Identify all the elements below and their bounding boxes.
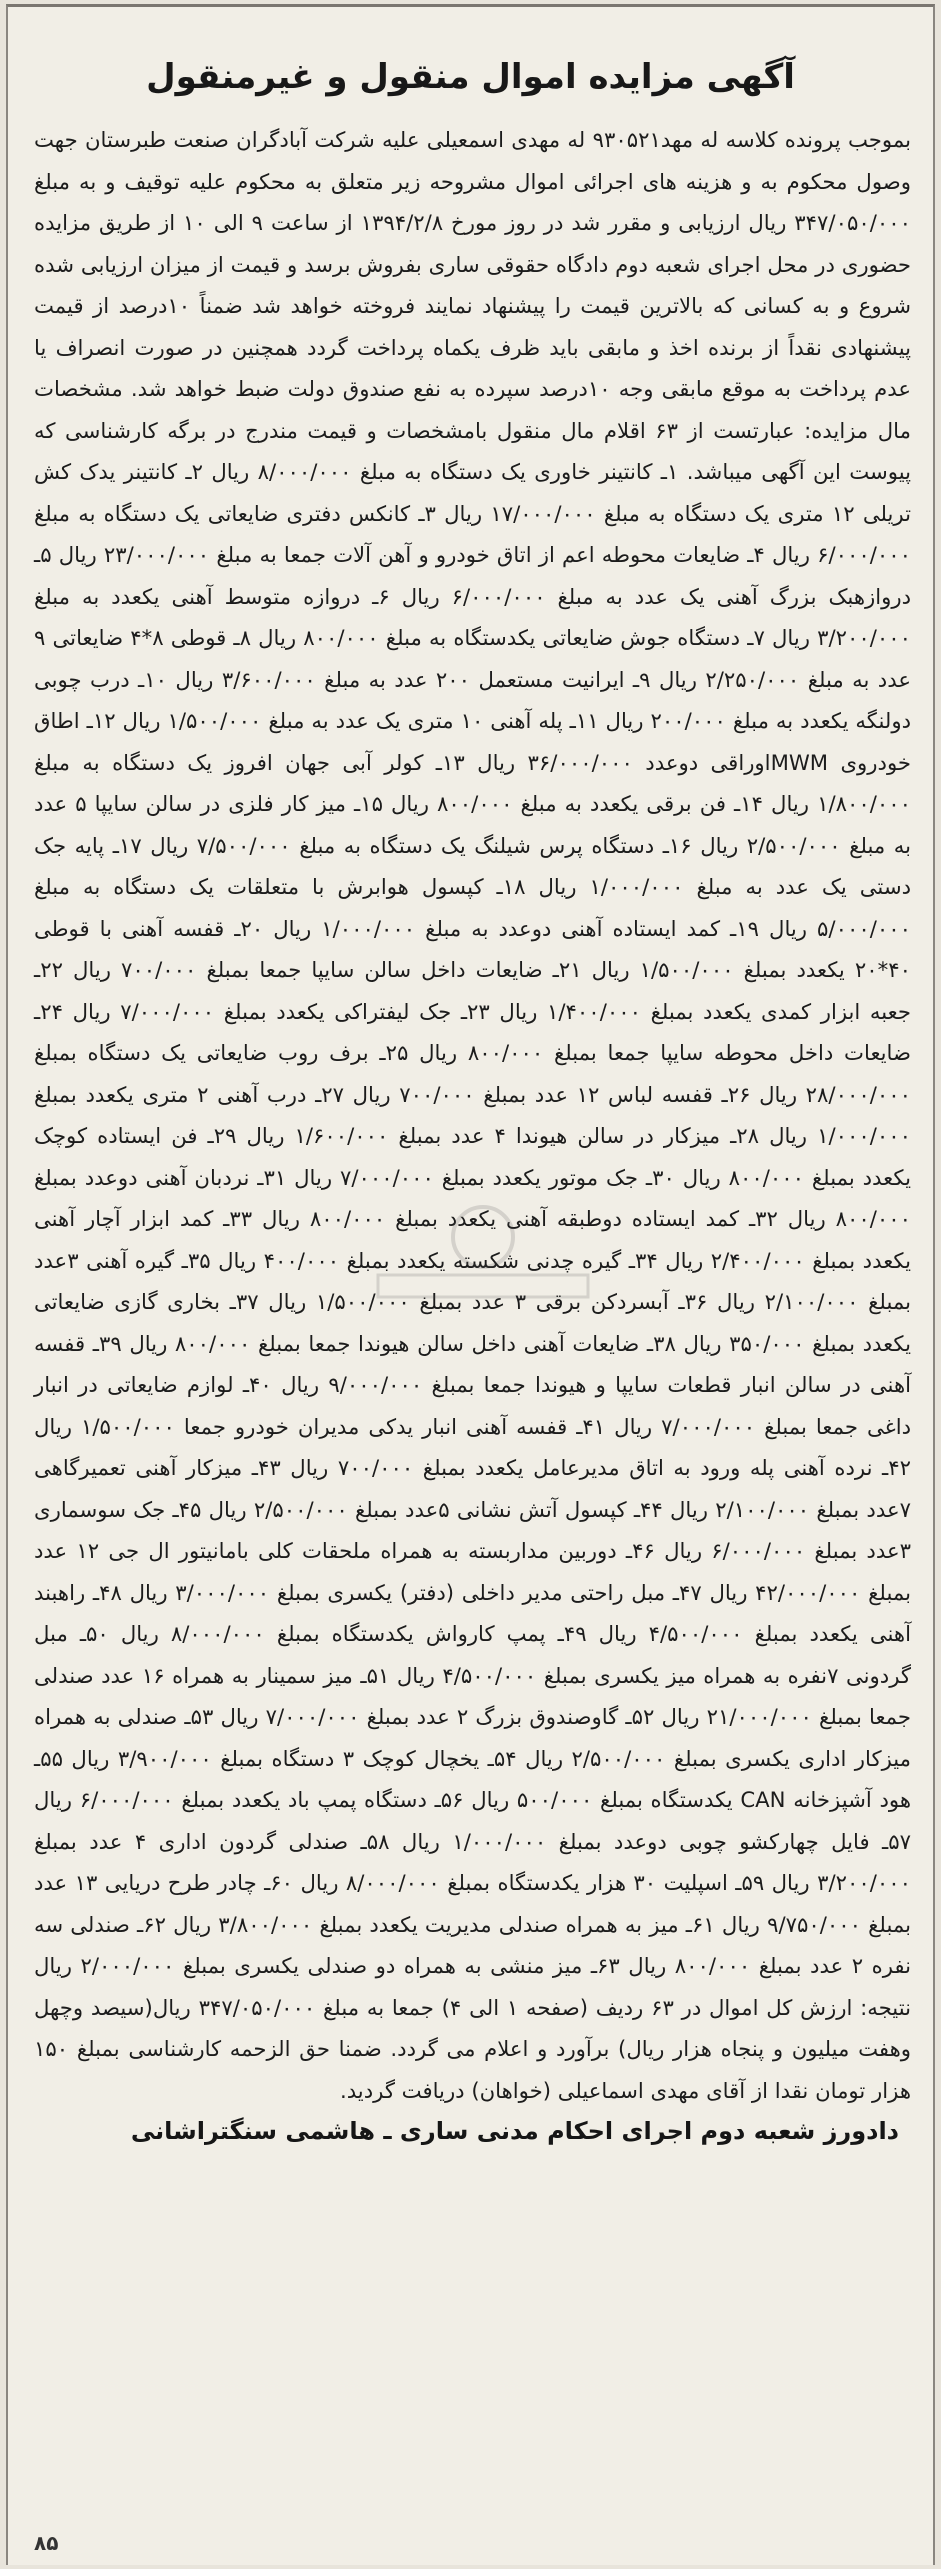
page-number: ۸۵ (34, 2531, 59, 2555)
notice-title: آگهی مزایده اموال منقول و غیرمنقول (146, 57, 795, 97)
notice-body: بموجب پرونده کلاسه له مهد۹۳۰۵۲۱ له مهدی اسمعیلی علیه شرکت آبادگران صنعت طبرستان جهت وصول محکوم به و هزینه های اجرائی اموال مشروحه زیر متعلق به محکوم علیه توقیف و به مبلغ ۳۴۷/۰۵۰/۰۰۰ ریال ارزیابی و مقرر شد در روز مورخ ۱۳۹۴/۲/۸ از ساعت ۹ الی ۱۰ از طریق مزایده حضوری در محل اجرای شعبه دوم دادگاه حقوقی ساری بفروش برسد و قیمت از میزان ارزیابی شده شروع و به کسانی که بالاترین قیمت را پیشنهاد نمایند فروخته خواهد شد ضمناً ۱۰درصد از قیمت پیشنهادی نقداً از برنده اخذ و مابقی باید ظرف یکماه پرداخت گردد همچنین در صورت انصراف یا عدم پرداخت به موقع مابقی وجه ۱۰درصد سپرده به نفع صندوق دولت ضبط خواهد شد. مشخصات مال مزایده: عبارتست از ۶۳ اقلام مال منقول بامشخصات و قیمت مندرج در برگه کارشناسی که پیوست این آگهی میباشد. ۱ـ کانتینر خاوری یک دستگاه به مبلغ ۸/۰۰۰/۰۰۰ ریال ۲ـ کانتینر یدک کش تریلی ۱۲ متری یک دستگاه به مبلغ ۱۷/۰۰۰/۰۰۰ ریال ۳ـ کانکس دفتری ضایعاتی یک دستگاه به مبلغ ۶/۰۰۰/۰۰۰ ریال ۴ـ ضایعات محوطه اعم از اتاق خودرو و آهن آلات جمعا به مبلغ ۲۳/۰۰۰/۰۰۰ ریال ۵ـ دروازهبک بزرگ آهنی یک عدد به مبلغ ۶/۰۰۰/۰۰۰ ریال ۶ـ دروازه متوسط آهنی یکعدد به مبلغ ۳/۲۰۰/۰۰۰ ریال ۷ـ دستگاه جوش ضایعاتی یکدستگاه به مبلغ ۸۰۰/۰۰۰ ریال ۸ـ قوطی ۸*۴ ضایعاتی ۹ عدد به مبلغ ۲/۲۵۰/۰۰۰ ریال ۹ـ ایرانیت مستعمل ۲۰۰ عدد به مبلغ ۳/۶۰۰/۰۰۰ ریال ۱۰ـ درب چوبی دولنگه یکعدد به مبلغ ۲۰۰/۰۰۰ ریال ۱۱ـ پله آهنی ۱۰ متری یک عدد به مبلغ ۱/۵۰۰/۰۰۰ ریال ۱۲ـ اطاق خودروی MWMاوراقی دوعدد ۳۶/۰۰۰/۰۰۰ ریال ۱۳ـ کولر آبی جهان افروز یک دستگاه به مبلغ ۱/۸۰۰/۰۰۰ ریال ۱۴ـ فن برقی یکعدد به مبلغ ۸۰۰/۰۰۰ ریال ۱۵ـ میز کار فلزی در سالن سایپا ۵ عدد به مبلغ ۲/۵۰۰/۰۰۰ ریال ۱۶ـ دستگاه پرس شیلنگ یک دستگاه به مبلغ ۷/۵۰۰/۰۰۰ ریال ۱۷ـ پایه جک دستی یک عدد به مبلغ ۱/۰۰۰/۰۰۰ ریال ۱۸ـ کپسول هوابرش با متعلقات یک دستگاه به مبلغ ۵/۰۰۰/۰۰۰ ریال ۱۹ـ کمد ایستاده آهنی دوعدد به مبلغ ۱/۰۰۰/۰۰۰ ریال ۲۰ـ قفسه آهنی با قوطی ۴۰*۲۰ یکعدد بمبلغ ۱/۵۰۰/۰۰۰ ریال ۲۱ـ ضایعات داخل سالن سایپا جمعا بمبلغ ۷۰۰/۰۰۰ ریال ۲۲ـ جعبه ابزار کمدی یکعدد بمبلغ ۱/۴۰۰/۰۰۰ ریال ۲۳ـ جک لیفتراکی یکعدد بمبلغ ۷/۰۰۰/۰۰۰ ریال ۲۴ـ ضایعات داخل محوطه سایپا جمعا بمبلغ ۸۰۰/۰۰۰ ریال ۲۵ـ برف روب ضایعاتی یک دستگاه بمبلغ ۲۸/۰۰۰/۰۰۰ ریال ۲۶ـ قفسه لباس ۱۲ عدد بمبلغ ۷۰۰/۰۰۰ ریال ۲۷ـ درب آهنی ۲ متری یکعدد بمبلغ ۱/۰۰۰/۰۰۰ ریال ۲۸ـ میزکار در سالن هیوندا ۴ عدد بمبلغ ۱/۶۰۰/۰۰۰ ریال ۲۹ـ فن ایستاده کوچک یکعدد بمبلغ ۸۰۰/۰۰۰ ریال ۳۰ـ جک موتور یکعدد بمبلغ ۷/۰۰۰/۰۰۰ ریال ۳۱ـ نردبان آهنی دوعدد بمبلغ ۸۰۰/۰۰۰ ریال ۳۲ـ کمد ایستاده دوطبقه آهنی یکعدد بمبلغ ۸۰۰/۰۰۰ ریال ۳۳ـ کمد ابزار آچار آهنی یکعدد بمبلغ ۲/۴۰۰/۰۰۰ ریال ۳۴ـ گیره چدنی شکسته یکعدد بمبلغ ۴۰۰/۰۰۰ ریال ۳۵ـ گیره آهنی ۳عدد بمبلغ ۲/۱۰۰/۰۰۰ ریال ۳۶ـ آبسردکن برقی ۳ عدد بمبلغ ۱/۵۰۰/۰۰۰ ریال ۳۷ـ بخاری گازی ضایعاتی یکعدد بمبلغ ۳۵۰/۰۰۰ ریال ۳۸ـ ضایعات آهنی داخل سالن هیوندا جمعا بمبلغ ۸۰۰/۰۰۰ ریال ۳۹ـ قفسه آهنی در سالن انبار قطعات سایپا و هیوندا جمعا بمبلغ ۹/۰۰۰/۰۰۰ ریال ۴۰ـ لوازم ضایعاتی در انبار داغی جمعا بمبلغ ۷/۰۰۰/۰۰۰ ریال ۴۱ـ قفسه آهنی انبار یدکی مدیران خودرو جمعا ۱/۵۰۰/۰۰۰ ریال ۴۲ـ نرده آهنی پله ورود به اتاق مدیرعامل یکعدد بمبلغ ۷۰۰/۰۰۰ ریال ۴۳ـ میزکار آهنی تعمیرگاهی ۷عدد بمبلغ ۲/۱۰۰/۰۰۰ ریال ۴۴ـ کپسول آتش نشانی ۵عدد بمبلغ ۲/۵۰۰/۰۰۰ ریال ۴۵ـ جک سوسماری ۳عدد بمبلغ ۶/۰۰۰/۰۰۰ ریال ۴۶ـ دوربین مداربسته به همراه ملحقات کلی بامانیتور ال جی ۱۲ عدد بمبلغ ۴۲/۰۰۰/۰۰۰ ریال ۴۷ـ مبل راحتی مدیر داخلی (دفتر) یکسری بمبلغ ۳/۰۰۰/۰۰۰ ریال ۴۸ـ راهبند آهنی یکعدد بمبلغ ۴/۵۰۰/۰۰۰ ریال ۴۹ـ پمپ کارواش یکدستگاه بمبلغ ۸/۰۰۰/۰۰۰ ریال ۵۰ـ مبل گردونی ۷نفره به همراه میز یکسری بمبلغ ۴/۵۰۰/۰۰۰ ریال ۵۱ـ میز سمینار به همراه ۱۶ عدد صندلی جمعا بمبلغ ۲۱/۰۰۰/۰۰۰ ریال ۵۲ـ گاوصندوق بزرگ ۲ عدد بمبلغ ۷/۰۰۰/۰۰۰ ریال ۵۳ـ صندلی به همراه میزکار اداری یکسری بمبلغ ۲/۵۰۰/۰۰۰ ریال ۵۴ـ یخچال کوچک ۳ دستگاه بمبلغ ۳/۹۰۰/۰۰۰ ریال ۵۵ـ هود آشپزخانه CAN یکدستگاه بمبلغ ۵۰۰/۰۰۰ ریال ۵۶ـ دستگاه پمپ باد یکعدد بمبلغ ۶/۰۰۰/۰۰۰ ریال ۵۷ـ فایل چهارکشو چوبی دوعدد بمبلغ ۱/۰۰۰/۰۰۰ ریال ۵۸ـ صندلی گردون اداری ۴ عدد بمبلغ ۳/۲۰۰/۰۰۰ ریال ۵۹ـ اسپلیت ۳۰ هزار یکدستگاه بمبلغ ۸/۰۰۰/۰۰۰ ریال ۶۰ـ چادر طرح دریایی ۱۳ عدد بمبلغ ۹/۷۵۰/۰۰۰ ریال ۶۱ـ میز به همراه صندلی مدیریت یکعدد بمبلغ ۳/۸۰۰/۰۰۰ ریال ۶۲ـ صندلی سه نفره ۲ عدد بمبلغ ۸۰۰/۰۰۰ ریال ۶۳ـ میز منشی به همراه دو صندلی یکسری بمبلغ ۲/۰۰۰/۰۰۰ ریال نتیجه: ارزش کل اموال در ۶۳ ردیف (صفحه ۱ الی ۴) جمعا به مبلغ ۳۴۷/۰۵۰/۰۰۰ ریال(سیصد وچهل وهفت میلیون و پنجاه هزار ریال) برآورد و اعلام می گردد. ضمنا حق الزحمه کارشناسی بمبلغ ۱۵۰ هزار تومان نقدا از آقای مهدی اسماعیلی (خواهان) دریافت گردید. (34, 127, 912, 2103)
newspaper-clipping (6, 4, 935, 2565)
notice-signature: دادورز شعبه دوم اجرای احکام مدنی ساری ـ هاشمی سنگتراشانی (130, 2117, 899, 2145)
